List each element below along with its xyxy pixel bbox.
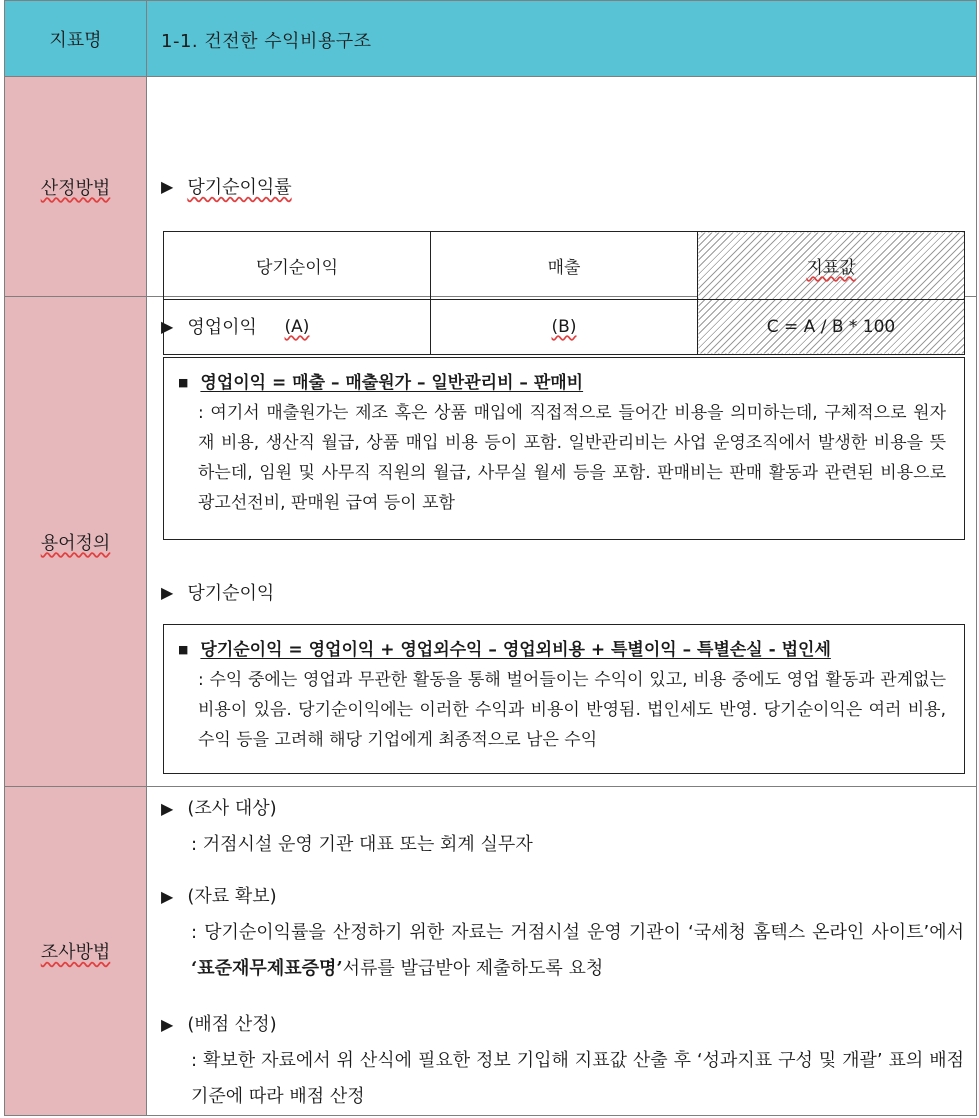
triangle-bullet-icon: ▶	[161, 887, 174, 906]
operating-income-formula: 영업이익 = 매출 – 매출원가 – 일반관리비 – 판매비	[200, 373, 584, 393]
terms-content	[147, 297, 976, 786]
data-collection-title: (자료 확보)	[187, 886, 277, 907]
triangle-bullet-icon: ▶	[161, 1015, 174, 1034]
operating-income-formula-line	[178, 368, 946, 398]
calc-header-sales: 매출	[431, 232, 698, 300]
data-collection-text	[161, 915, 964, 987]
indicator-name-label: 지표명	[5, 1, 147, 76]
terms-row	[5, 297, 976, 787]
net-income-description: : 수익 중에는 영업과 무관한 활동을 통해 벌어들이는 수익이 있고, 비용 중에도 영업 활동과 관계없는 비용이 있음. 당기순이익에는 이러한 수익과 비용이 반영됨. 법인세도 반영. 당기순이익은 여러 비용, 수익 등을 고려해 해당 기업에게 최종적으로 남은 수익	[198, 670, 946, 750]
triangle-bullet-icon: ▶	[161, 582, 174, 602]
net-income-formula-line	[178, 635, 946, 665]
indicator-title: 1-1. 건전한 수익비용구조	[161, 31, 372, 52]
header-row	[5, 1, 976, 77]
net-income-formula: 당기순이익 = 영업이익 + 영업외수익 – 영업외비용 + 특별이익 – 특별손실 - 법인세	[200, 640, 831, 660]
survey-label	[5, 787, 147, 1115]
method-bullet	[161, 173, 292, 199]
method-label	[5, 77, 147, 296]
calc-header-indicator-value	[698, 232, 965, 300]
calc-value-b-text: (B)	[551, 316, 577, 337]
data-collection-text-bold: ‘표준재무제표증명’	[191, 958, 343, 979]
terms-label	[5, 297, 147, 786]
survey-row	[5, 787, 976, 1115]
scoring-section	[161, 1007, 964, 1115]
operating-income-box	[163, 357, 965, 540]
triangle-bullet-icon: ▶	[161, 799, 174, 818]
calc-header-indicator-value-text: 지표값	[806, 257, 856, 278]
terms-label-text: 용어정의	[40, 532, 111, 554]
net-income-bullet	[161, 579, 274, 605]
data-collection-text-part-b: 서류를 발급받아 제출하도록 요청	[342, 958, 604, 979]
data-collection-text-part-a: : 당기순이익률을 산정하기 위한 자료는 거점시설 운영 기관이 ‘국세청 홈텍스 온라인 사이트’에서	[191, 922, 964, 943]
survey-target-text: : 거점시설 운영 기관 대표 또는 회계 실무자	[191, 834, 533, 855]
survey-target-title-line	[161, 791, 964, 827]
square-bullet-icon: ■	[178, 376, 189, 389]
calc-value-c: C = A / B * 100	[698, 299, 965, 354]
triangle-bullet-icon: ▶	[161, 176, 174, 196]
calc-header-net-income: 당기순이익	[164, 232, 431, 300]
calc-table-header-row	[164, 232, 965, 300]
operating-income-description: : 여기서 매출원가는 제조 혹은 상품 매입에 직접적으로 들어간 비용을 의미하는데, 구체적으로 원자재 비용, 생산직 월급, 상품 매입 비용 등이 포함. 일반관리비는 사업 운영조직에서 발생한 비용을 뜻하는데, 임원 및 사무직 직원의 월급, 사무실 월세 등을 포함. 판매비는 판매 활동과 관련된 비용으로 광고선전비, 판매원 급여 등이 포함	[198, 403, 946, 513]
method-label-text: 산정방법	[40, 177, 111, 199]
calc-value-a-text: (A)	[284, 316, 310, 337]
method-bullet-text: 당기순이익률	[187, 177, 292, 198]
indicator-document	[4, 0, 977, 1116]
survey-label-text: 조사방법	[40, 942, 111, 963]
operating-income-bullet	[161, 313, 257, 339]
operating-income-bullet-text: 영업이익	[187, 317, 257, 338]
triangle-bullet-icon: ▶	[161, 316, 174, 336]
survey-target-title: (조사 대상)	[187, 798, 277, 819]
net-income-bullet-text: 당기순이익	[187, 583, 275, 604]
data-collection-section	[161, 879, 964, 987]
square-bullet-icon: ■	[178, 643, 189, 656]
scoring-text: : 확보한 자료에서 위 산식에 필요한 정보 기입해 지표값 산출 후 ‘성과지표 구성 및 개괄’ 표의 배점 기준에 따라 배점 산정	[191, 1050, 964, 1107]
net-income-box	[163, 624, 965, 774]
scoring-title-line	[161, 1007, 964, 1043]
scoring-title: (배점 산정)	[187, 1014, 277, 1035]
data-collection-title-line	[161, 879, 964, 915]
survey-content	[147, 787, 976, 1115]
header-content	[147, 1, 976, 76]
survey-target-section	[161, 791, 964, 863]
